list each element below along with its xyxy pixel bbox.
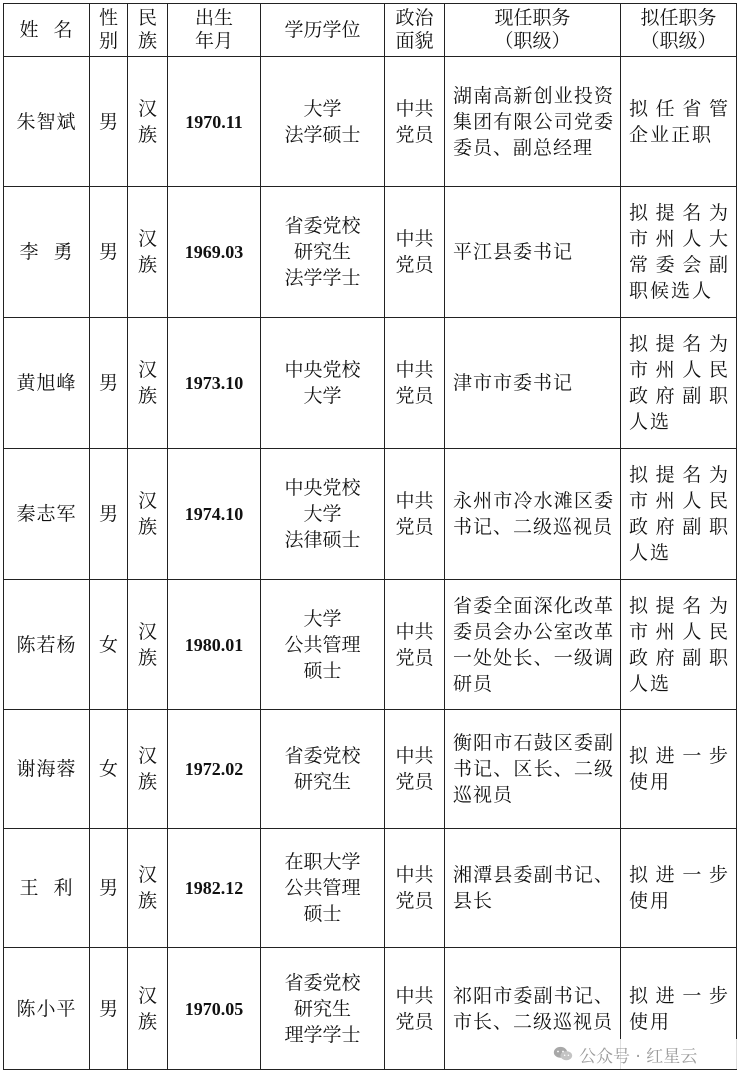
- watermark: [553, 1039, 738, 1069]
- cell-birth: 1973.10: [168, 318, 261, 449]
- cell-proposed: 拟进一步使用: [621, 710, 737, 829]
- cell-current: 永州市冷水滩区委书记、二级巡视员: [445, 449, 621, 580]
- cell-proposed: 拟进一步使用: [621, 948, 737, 1070]
- cell-ethnicity: 汉 族: [128, 318, 168, 449]
- wechat-icon: [553, 1045, 573, 1063]
- cell-birth: 1982.12: [168, 829, 261, 948]
- cell-proposed: 拟任省管企业正职: [621, 57, 737, 187]
- cell-name: 陈若杨: [4, 580, 90, 710]
- cell-gender: 女: [90, 710, 128, 829]
- cell-gender: 女: [90, 580, 128, 710]
- cell-party: 中共 党员: [385, 829, 445, 948]
- cell-ethnicity: 汉 族: [128, 449, 168, 580]
- cell-name: 秦志军: [4, 449, 90, 580]
- cell-gender: 男: [90, 948, 128, 1070]
- table-row: [4, 187, 737, 318]
- cell-proposed: 拟提名为市州人民政府副职人选: [621, 580, 737, 710]
- cell-party: 中共 党员: [385, 318, 445, 449]
- cell-party: 中共 党员: [385, 57, 445, 187]
- cell-ethnicity: 汉 族: [128, 57, 168, 187]
- header-current: [445, 4, 621, 57]
- cell-ethnicity: 汉 族: [128, 710, 168, 829]
- cell-birth: 1974.10: [168, 449, 261, 580]
- candidate-table: [3, 3, 737, 1070]
- header-current-rank: （职级）: [494, 30, 571, 52]
- cell-name: 黄旭峰: [4, 318, 90, 449]
- header-current-title: 现任职务: [494, 7, 571, 29]
- cell-name: 王 利: [4, 829, 90, 948]
- header-proposed: [621, 4, 737, 57]
- cell-proposed: 拟提名为市州人民政府副职人选: [621, 318, 737, 449]
- table-row: [4, 57, 737, 187]
- cell-birth: 1980.01: [168, 580, 261, 710]
- cell-name: 陈小平: [4, 948, 90, 1070]
- cell-ethnicity: 汉 族: [128, 187, 168, 318]
- cell-current: 平江县委书记: [445, 187, 621, 318]
- cell-education: 在职大学 公共管理 硕士: [261, 829, 385, 948]
- cell-birth: 1970.11: [168, 57, 261, 187]
- cell-gender: 男: [90, 187, 128, 318]
- header-proposed-title: 拟任职务: [640, 7, 717, 29]
- table-row: [4, 710, 737, 829]
- cell-education: 大学 法学硕士: [261, 57, 385, 187]
- watermark-text: 公众号 · 红星云: [579, 1046, 698, 1067]
- cell-current: 省委全面深化改革委员会办公室改革一处处长、一级调研员: [445, 580, 621, 710]
- cell-education: 省委党校 研究生: [261, 710, 385, 829]
- cell-name: 李 勇: [4, 187, 90, 318]
- cell-party: 中共 党员: [385, 449, 445, 580]
- header-education: 学历学位: [261, 4, 385, 57]
- cell-current: 湘潭县委副书记、县长: [445, 829, 621, 948]
- cell-ethnicity: 汉 族: [128, 580, 168, 710]
- header-proposed-rank: （职级）: [640, 30, 717, 52]
- table-row: [4, 829, 737, 948]
- header-ethnicity: 民 族: [128, 4, 168, 57]
- cell-education: 大学 公共管理 硕士: [261, 580, 385, 710]
- cell-gender: 男: [90, 57, 128, 187]
- header-birth: 出生 年月: [168, 4, 261, 57]
- cell-education: 省委党校 研究生 理学学士: [261, 948, 385, 1070]
- cell-current: 祁阳市委副书记、市长、二级巡视员: [445, 948, 621, 1070]
- cell-ethnicity: 汉 族: [128, 948, 168, 1070]
- header-gender: 性 别: [90, 4, 128, 57]
- cell-current: 湖南高新创业投资集团有限公司党委委员、副总经理: [445, 57, 621, 187]
- cell-party: 中共 党员: [385, 187, 445, 318]
- cell-gender: 男: [90, 449, 128, 580]
- header-party: 政治 面貌: [385, 4, 445, 57]
- cell-name: 朱智斌: [4, 57, 90, 187]
- cell-ethnicity: 汉 族: [128, 829, 168, 948]
- cell-current: 衡阳市石鼓区委副书记、区长、二级巡视员: [445, 710, 621, 829]
- cell-party: 中共 党员: [385, 948, 445, 1070]
- header-row: [4, 4, 737, 57]
- cell-education: 中央党校 大学: [261, 318, 385, 449]
- cell-proposed: 拟提名为市州人民政府副职人选: [621, 449, 737, 580]
- cell-current: 津市市委书记: [445, 318, 621, 449]
- cell-birth: 1969.03: [168, 187, 261, 318]
- cell-education: 省委党校 研究生 法学学士: [261, 187, 385, 318]
- cell-birth: 1970.05: [168, 948, 261, 1070]
- header-name: 姓 名: [4, 4, 90, 57]
- cell-proposed: 拟进一步使用: [621, 829, 737, 948]
- table-row: [4, 449, 737, 580]
- cell-gender: 男: [90, 829, 128, 948]
- cell-birth: 1972.02: [168, 710, 261, 829]
- cell-party: 中共 党员: [385, 580, 445, 710]
- cell-education: 中央党校 大学 法律硕士: [261, 449, 385, 580]
- cell-proposed: 拟提名为市州人大常委会副职候选人: [621, 187, 737, 318]
- cell-party: 中共 党员: [385, 710, 445, 829]
- table-row: [4, 318, 737, 449]
- table-row: [4, 580, 737, 710]
- cell-name: 谢海蓉: [4, 710, 90, 829]
- cell-gender: 男: [90, 318, 128, 449]
